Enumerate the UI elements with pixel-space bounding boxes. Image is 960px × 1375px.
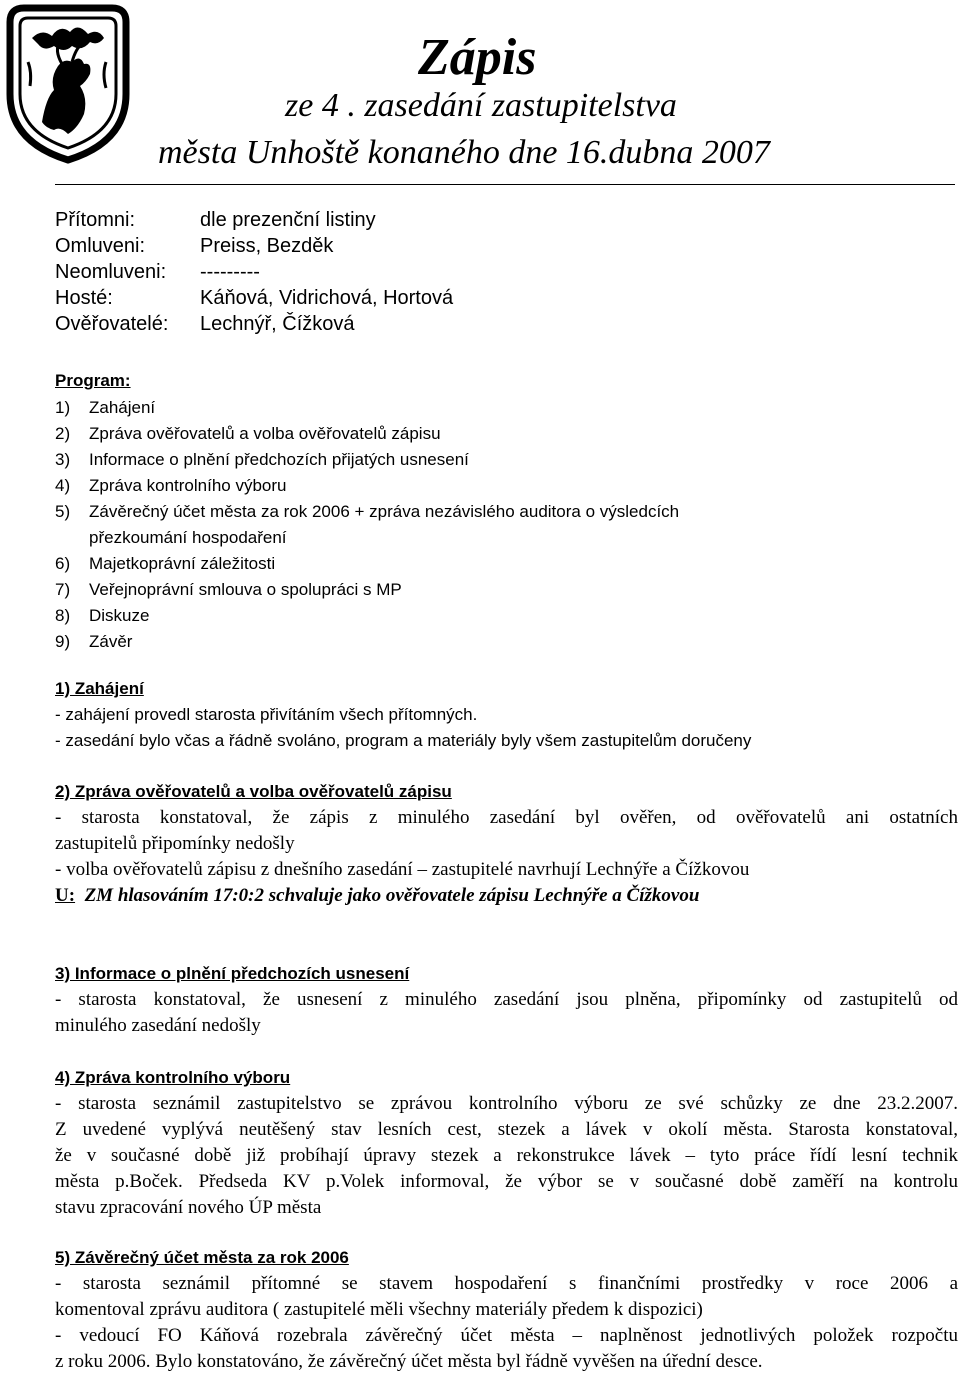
section-line: - zasedání bylo včas a řádně svoláno, program a materiály byly všem zastupitelům doručeny <box>55 731 752 750</box>
section-line: že v současné době již probíhají úpravy stezek a rekonstrukce lávek – tyto práce řídí lesní technik <box>55 1145 958 1166</box>
section-3 <box>55 961 958 1039</box>
program-item-number: 7) <box>55 580 71 599</box>
program-item-text: Zahájení <box>89 398 156 417</box>
attendance-label: Omluveni: <box>55 235 146 257</box>
program-item-number: 2) <box>55 424 71 443</box>
attendance-value: Preiss, Bezděk <box>200 235 334 257</box>
section-heading: 2) Zpráva ověřovatelů a volba ověřovatelů zápisu <box>55 782 452 801</box>
attendance-value: Lechnýř, Čížková <box>200 313 355 335</box>
program-item-number: 3) <box>55 450 71 469</box>
section-heading: 3) Informace o plnění předchozích usnesení <box>55 964 410 983</box>
section-heading: 4) Zpráva kontrolního výboru <box>55 1068 291 1087</box>
program-item-text: Veřejnoprávní smlouva o spolupráci s MP <box>89 580 402 599</box>
program-item-text: Informace o plnění předchozích přijatých usnesení <box>89 450 469 469</box>
attendance-label: Neomluveni: <box>55 261 167 283</box>
program-item-number: 9) <box>55 632 71 651</box>
section-line: - starosta seznámil zastupitelstvo se zprávou kontrolního výboru ze své schůzky ze dne 23.2.2007. <box>55 1093 958 1114</box>
program-item-number: 8) <box>55 606 71 625</box>
attendance-value: Káňová, Vidrichová, Hortová <box>200 287 454 309</box>
section-line: z roku 2006. Bylo konstatováno, že závěrečný účet města byl řádně vyvěšen na úřední desce. <box>55 1351 763 1372</box>
header-divider <box>55 184 955 185</box>
section-line: - starosta konstatoval, že zápis z minulého zasedání byl ověřen, od ověřovatelů ani ostatních <box>55 807 958 828</box>
section-2 <box>55 779 958 909</box>
attendance-label: Přítomni: <box>55 209 136 231</box>
resolution-text: ZM hlasováním 17:0:2 schvaluje jako ověřovatele zápisu Lechnýře a Čížkovou <box>84 885 700 906</box>
program-item-number: 5) <box>55 502 71 521</box>
section-line: komentoval zprávu auditora ( zastupitelé měli všechny materiály předem k dispozici) <box>55 1299 703 1320</box>
resolution-label: U: <box>55 885 76 906</box>
attendance-label: Hosté: <box>55 287 113 309</box>
section-line: - vedoucí FO Káňová rozebrala závěrečný účet města – naplněnost jednotlivých položek rozpočtu <box>55 1325 958 1346</box>
section-line: města p.Boček. Předseda KV p.Volek informoval, že výbor se v současné době zaměří na kontrolu <box>55 1171 958 1192</box>
document-title: Zápis <box>418 29 537 86</box>
section-5 <box>55 1245 958 1375</box>
attendance-label: Ověřovatelé: <box>55 313 169 335</box>
section-line: - volba ověřovatelů zápisu z dnešního zasedání – zastupitelé navrhují Lechnýře a Čížkovou <box>55 859 750 880</box>
program-heading: Program: <box>55 371 131 390</box>
section-line: Z uvedené vyplývá neutěšený stav lesních cest, stezek a lávek v okolí města. Starosta konstatoval, <box>55 1119 958 1140</box>
program-item-text: Diskuze <box>89 606 150 625</box>
section-line: - zahájení provedl starosta přivítáním všech přítomných. <box>55 705 478 724</box>
program-item-text: přezkoumání hospodaření <box>89 528 287 547</box>
resolution <box>55 883 958 909</box>
section-heading: 1) Zahájení <box>55 679 144 698</box>
program-item-text: Závěr <box>89 632 133 651</box>
section-line: minulého zasedání nedošly <box>55 1015 261 1036</box>
attendance-value: --------- <box>200 261 260 283</box>
section-line: - starosta seznámil přítomné se stavem hospodaření s finančními prostředky v roce 2006 a <box>55 1273 958 1294</box>
program-item-text: Zpráva ověřovatelů a volba ověřovatelů zápisu <box>89 424 441 443</box>
city-crest-logo <box>2 2 134 164</box>
program-item-text: Závěrečný účet města za rok 2006 + zpráva nezávislého auditora o výsledcích <box>89 502 680 521</box>
section-line: zastupitelů připomínky nedošly <box>55 833 295 854</box>
program-item-text: Zpráva kontrolního výboru <box>89 476 287 495</box>
section-line: - starosta konstatoval, že usnesení z minulého zasedání jsou plněna, připomínky od zastupitelů od <box>55 989 958 1010</box>
program-item-number: 1) <box>55 398 71 417</box>
section-1 <box>55 676 958 754</box>
attendance-value: dle prezenční listiny <box>200 209 376 231</box>
document-subtitle-line1: ze 4 . zasedání zastupitelstva <box>285 87 677 124</box>
section-line: stavu zpracování nového ÚP města <box>55 1197 322 1218</box>
document-subtitle-line2: města Unhoště konaného dne 16.dubna 2007 <box>158 134 770 171</box>
program-item-number: 6) <box>55 554 71 573</box>
program-item-number: 4) <box>55 476 71 495</box>
section-4 <box>55 1065 958 1221</box>
program-item-text: Majetkoprávní záležitosti <box>89 554 276 573</box>
section-heading: 5) Závěrečný účet města za rok 2006 <box>55 1248 349 1267</box>
